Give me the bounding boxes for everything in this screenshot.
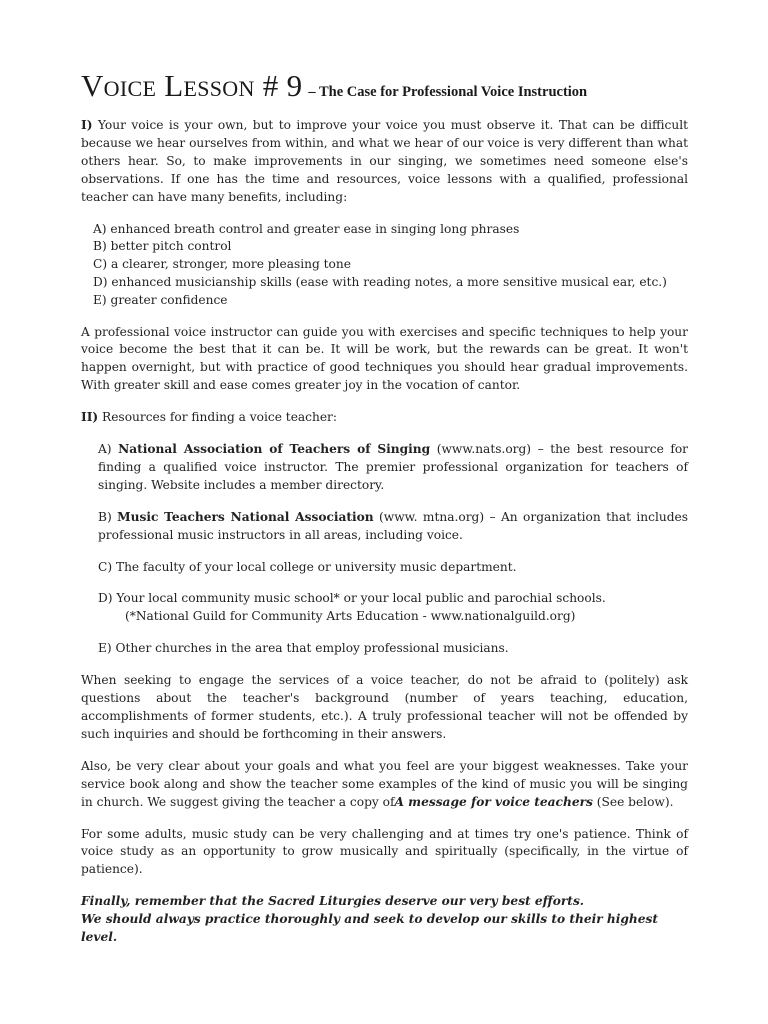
section-1-intro-text: Your voice is your own, but to improve your voice you must observe it. That can be difficult because we hear ourselves from within, and what we hear of our voice is very different than what others hear. So, to make improvements in our singing, we sometimes need someone else's observations. If one has the time and resources, voice lessons with a qualified, professional teacher can have many benefits, including: — [81, 118, 688, 204]
resource-a-text: (www.nats.org) – the best resource for finding a qualified voice instructor. The premier professional organization for teachers of singing. Website includes a member directory. — [98, 442, 689, 492]
section-2-intro — [81, 409, 688, 427]
resource-e: E) Other churches in the area that employ professional musicians. — [98, 641, 509, 656]
patience-paragraph: For some adults, music study can be very challenging and at times try one's patience. Think of voice study as an opportunity to grow musically and spiritually (specifically, in the virtue of patience). — [81, 826, 688, 877]
section-1-marker: I) — [81, 118, 93, 132]
goals-tail: (See below). — [592, 794, 674, 809]
lesson-title: Voice Lesson # 9 — [81, 68, 303, 103]
resource-a-prefix: A) — [98, 442, 119, 457]
goals-paragraph — [81, 758, 688, 812]
list-item: B) better pitch control — [93, 239, 232, 254]
lesson-subtitle: – The Case for Professional Voice Instruction — [308, 84, 588, 100]
resource-c: C) The faculty of your local college or university music department. — [98, 559, 517, 574]
closing-line-2: We should always practice thoroughly and seek to develop our skills to their highest level. — [81, 912, 659, 945]
list-item: D) enhanced musicianship skills (ease with reading notes, a more sensitive musical ear, etc.) — [93, 274, 667, 289]
guide-paragraph: A professional voice instructor can guide you with exercises and specific techniques to help your voice become the best that it can be. It will be work, but the rewards can be great. It won't happen overnight, but with practice of good techniques you should hear gradual improvements. With greater skill and ease comes greater joy in the vocation of cantor. — [81, 324, 688, 393]
list-item: C) a clearer, stronger, more pleasing tone — [93, 257, 351, 272]
seek-paragraph: When seeking to engage the services of a voice teacher, do not be afraid to (politely) ask questions about the teacher's background (number of years teaching, education, accomplishments of former students, etc.). A truly professional teacher will not be offended by such inquiries and should be forthcoming in their answers. — [81, 673, 688, 741]
resource-b — [98, 509, 688, 545]
benefits-list — [93, 221, 688, 310]
section-2-intro-text: Resources for finding a voice teacher: — [98, 410, 337, 425]
closing-statement — [81, 893, 688, 947]
list-item: A) enhanced breath control and greater ease in singing long phrases — [93, 221, 520, 236]
goals-text: Also, be very clear about your goals and what you feel are your biggest weaknesses. Take your service book along and show the teacher some examples of the kind of music you will be singing in church. We suggest giving the teacher a copy of — [81, 758, 688, 809]
section-1-intro — [81, 117, 688, 207]
resource-d-text: D) Your local community music school* or your local public and parochial schools. — [98, 591, 606, 606]
section-2-marker: II) — [81, 410, 99, 425]
closing-line-1: Finally, remember that the Sacred Liturgies deserve our very best efforts. — [81, 894, 585, 909]
voice-teachers-message-title: A message for voice teachers — [394, 794, 593, 809]
list-item: E) greater confidence — [93, 292, 228, 307]
resource-a-name: National Association of Teachers of Singing — [118, 442, 431, 457]
page-title — [81, 68, 587, 104]
resource-d — [98, 590, 688, 626]
resource-b-prefix: B) — [98, 509, 118, 524]
resource-d-note: (*National Guild for Community Arts Education - www.nationalguild.org) — [125, 609, 576, 624]
resource-a — [98, 441, 688, 495]
resource-b-name: Music Teachers National Association — [117, 509, 374, 524]
document-body — [81, 117, 688, 947]
resource-b-text: (www. mtna.org) – An organization that includes professional music instructors in all areas, including voice. — [98, 509, 688, 542]
